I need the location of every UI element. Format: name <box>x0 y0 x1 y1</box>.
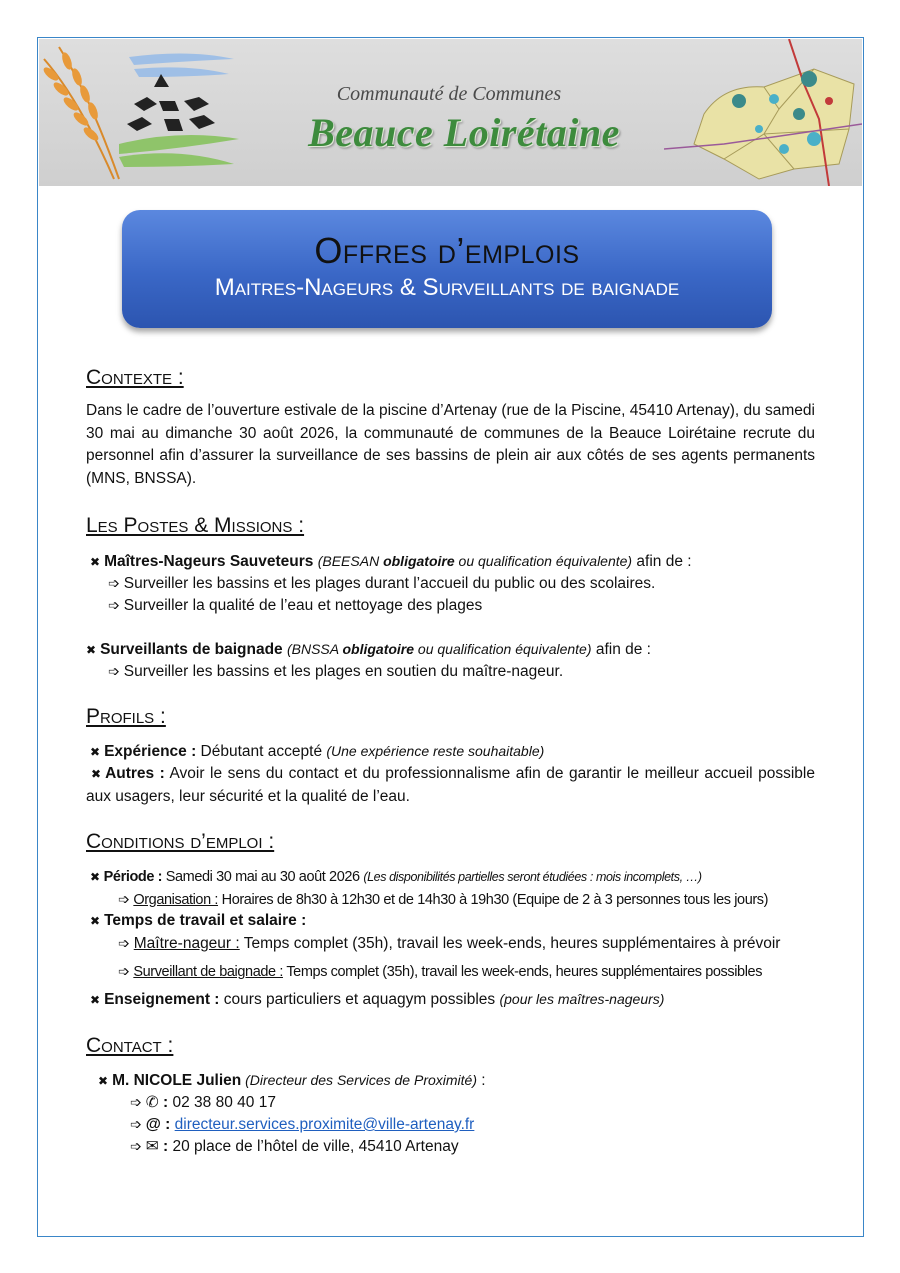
arrow-bullet-icon: ➩ <box>108 663 120 679</box>
cross-bullet-icon: ✖ <box>91 767 102 781</box>
condition-maitre-nageur: ➩ Maître-nageur : Temps complet (35h), travail les week-ends, heures supplémentaires à prévoir <box>118 935 781 952</box>
wheat-logo-icon <box>39 39 249 186</box>
section-heading-conditions: Conditions d’emploi : <box>86 830 275 853</box>
arrow-bullet-icon: ➩ <box>130 1116 142 1132</box>
condition-temps: ✖ Temps de travail et salaire : <box>90 912 307 929</box>
condition-surveillant: ➩ Surveillant de baignade : Temps complet (35h), travail les week-ends, heures supplémentaires possibles <box>118 963 763 980</box>
phone-icon: ✆ <box>145 1094 159 1111</box>
arrow-bullet-icon: ➩ <box>118 891 130 907</box>
list-item: ➩ Surveiller la qualité de l’eau et nettoyage des plages <box>108 597 483 614</box>
arrow-bullet-icon: ➩ <box>118 963 130 979</box>
cross-bullet-icon: ✖ <box>90 914 101 928</box>
title-box <box>122 210 772 328</box>
section-heading-contact: Contact : <box>86 1034 174 1057</box>
cross-bullet-icon: ✖ <box>90 993 101 1007</box>
condition-periode: ✖ Période : Samedi 30 mai au 30 août 2026 (Les disponibilités partielles seront étudiées : mois incomplets, …) <box>90 869 702 885</box>
arrow-bullet-icon: ➩ <box>130 1094 142 1110</box>
section-heading-contexte: Contexte : <box>86 366 184 389</box>
cross-bullet-icon: ✖ <box>90 870 100 884</box>
contact-name: ✖ M. NICOLE Julien (Directeur des Services de Proximité) : <box>98 1072 486 1089</box>
cross-bullet-icon: ✖ <box>90 555 101 569</box>
email-link[interactable]: directeur.services.proximite@ville-artenay.fr <box>174 1116 475 1133</box>
profil-autres: ✖ Autres : Avoir le sens du contact et du professionnalisme afin de garantir le meilleur accueil possible aux usagers, leur sécurité et la qualité de l’eau. <box>86 765 815 805</box>
territory-map-icon <box>664 39 862 186</box>
banner-title: Beauce Loirétaine <box>308 110 620 155</box>
contact-phone: ➩ ✆ : 02 38 80 40 17 <box>130 1094 276 1111</box>
cross-bullet-icon: ✖ <box>86 643 97 657</box>
arrow-bullet-icon: ➩ <box>118 935 130 951</box>
page-subtitle: Maitres-Nageurs & Surveillants de baignade <box>214 274 680 301</box>
condition-enseignement: ✖ Enseignement : cours particuliers et aquagym possibles (pour les maîtres-nageurs) <box>90 991 665 1008</box>
poste-mns: ✖ Maîtres-Nageurs Sauveteurs (BEESAN obligatoire ou qualification équivalente) afin de : <box>90 553 692 570</box>
banner-subtitle: Communauté de Communes <box>336 83 562 105</box>
mail-card-icon: ✉ <box>145 1138 159 1155</box>
contact-address: ➩ ✉ : 20 place de l’hôtel de ville, 45410 Artenay <box>130 1138 459 1155</box>
section-heading-profils: Profils : <box>86 705 166 728</box>
list-item: ➩ Surveiller les bassins et les plages en soutien du maître-nageur. <box>108 663 564 680</box>
cross-bullet-icon: ✖ <box>90 745 101 759</box>
contexte-text: Dans le cadre de l’ouverture estivale de la piscine d’Artenay (rue de la Piscine, 45410 Artenay), du samedi 30 mai au dimanche 30 août 2026, la communauté de communes de la Beauce Loirétaine recrute du personnel afin d’assurer la surveillance de ses bassins de plein air aux côtés de ses agents permanents (MNS, BNSSA). <box>86 402 815 487</box>
list-item: ➩ Surveiller les bassins et les plages durant l’accueil du public ou des scolaires. <box>108 575 656 592</box>
condition-organisation: ➩ Organisation : Horaires de 8h30 à 12h30 et de 14h30 à 19h30 (Equipe de 2 à 3 personnes tous les jours) <box>118 891 769 908</box>
arrow-bullet-icon: ➩ <box>108 597 120 613</box>
contact-email: ➩ @ : directeur.services.proximite@ville-artenay.fr <box>130 1116 475 1133</box>
cross-bullet-icon: ✖ <box>98 1074 109 1088</box>
page-title: Offres d’emplois <box>314 230 580 271</box>
arrow-bullet-icon: ➩ <box>130 1138 142 1154</box>
arrow-bullet-icon: ➩ <box>108 575 120 591</box>
header-banner <box>39 39 862 186</box>
poste-surveillant: ✖ Surveillants de baignade (BNSSA obligatoire ou qualification équivalente) afin de : <box>86 641 651 658</box>
section-heading-postes: Les Postes & Missions : <box>86 514 305 537</box>
profil-experience: ✖ Expérience : Débutant accepté (Une expérience reste souhaitable) <box>90 743 545 760</box>
